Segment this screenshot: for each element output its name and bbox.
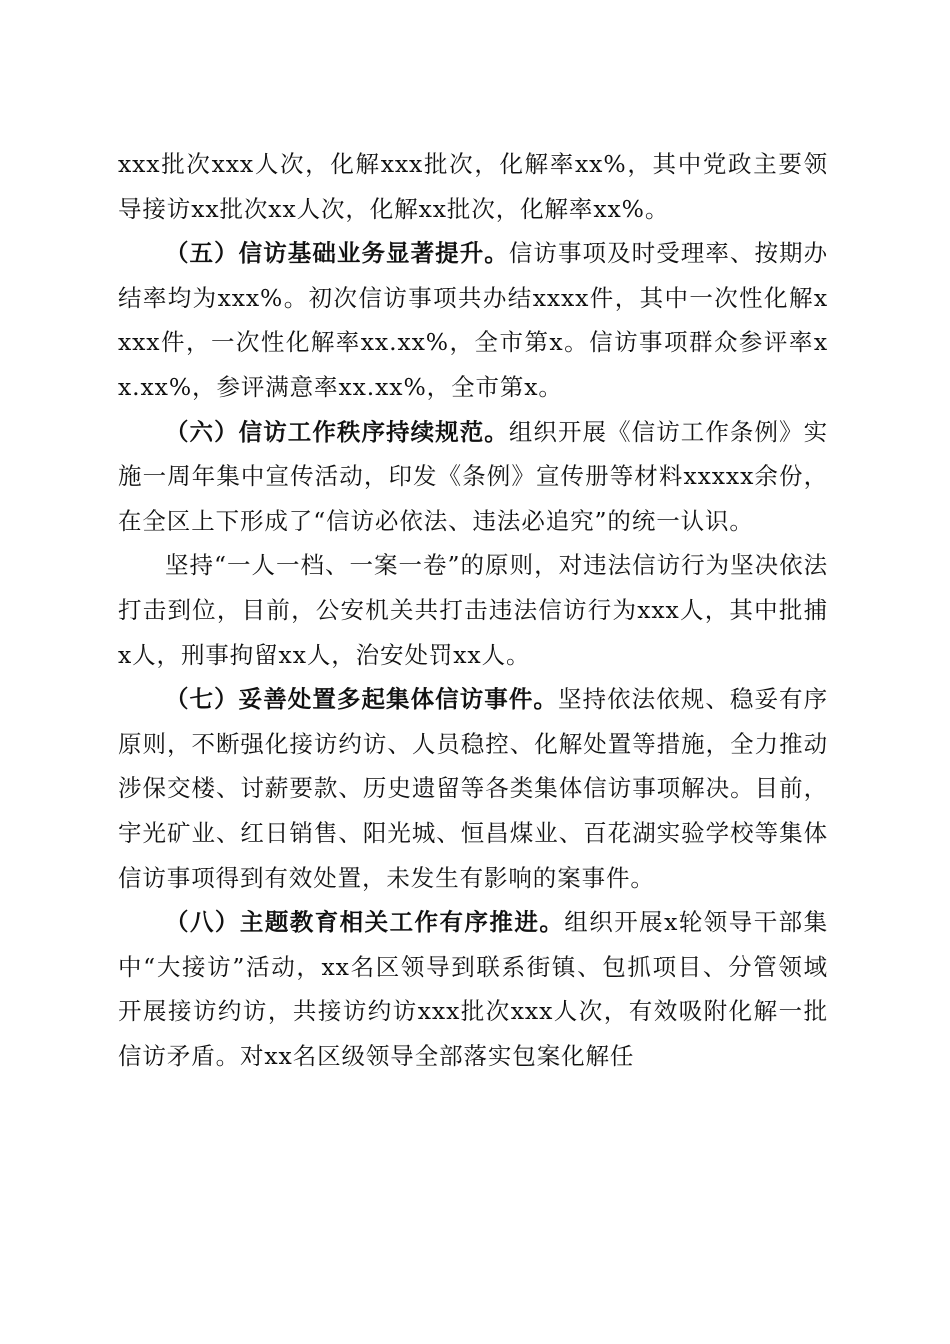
section-heading: （八）主题教育相关工作有序推进。 (165, 908, 565, 937)
paragraph-section-6-detail (118, 543, 828, 677)
section-heading: （七）妥善处置多起集体信访事件。 (165, 685, 558, 714)
paragraph-continuation (118, 142, 828, 231)
section-heading: （五）信访基础业务显著提升。 (165, 239, 509, 268)
paragraph-section-8 (118, 900, 828, 1078)
paragraph-text: 信访事项及时受理率、按期办结率均为xxx%。初次信访事项共办结xxxx件，其中一次性化解xxxx件，一次性化解率xx.xx%，全市第x。信访事项群众参评率xx.xx%，参评满意率xx.xx%，全市第x。 (118, 239, 828, 401)
paragraph-text: 坚持依法依规、稳妥有序原则，不断强化接访约访、人员稳控、化解处置等措施，全力推动涉保交楼、讨薪要款、历史遗留等各类集体信访事项解决。目前，宇光矿业、红日销售、阳光城、恒昌煤业、百花湖实验学校等集体信访事项得到有效处置，未发生有影响的案事件。 (118, 685, 828, 892)
paragraph-section-5 (118, 231, 828, 409)
paragraph-text: 坚持“一人一档、一案一卷”的原则，对违法信访行为坚决依法打击到位，目前，公安机关共打击违法信访行为xxx人，其中批捕x人，刑事拘留xx人，治安处罚xx人。 (118, 551, 828, 669)
section-heading: （六）信访工作秩序持续规范。 (165, 417, 509, 446)
document-page (118, 142, 828, 1078)
paragraph-section-6 (118, 410, 828, 544)
paragraph-text: 组织开展《信访工作条例》实施一周年集中宣传活动，印发《条例》宣传册等材料xxxxx余份，在全区上下形成了“信访必依法、违法必追究”的统一认识。 (118, 417, 828, 535)
paragraph-text: xxx批次xxx人次，化解xxx批次，化解率xx%，其中党政主要领导接访xx批次xx人次，化解xx批次，化解率xx%。 (118, 150, 828, 223)
paragraph-text: 组织开展x轮领导干部集中“大接访”活动，xx名区领导到联系街镇、包抓项目、分管领域开展接访约访，共接访约访xxx批次xxx人次，有效吸附化解一批信访矛盾。对xx名区级领导全部落实包案化解任 (118, 908, 829, 1070)
paragraph-section-7 (118, 677, 828, 900)
